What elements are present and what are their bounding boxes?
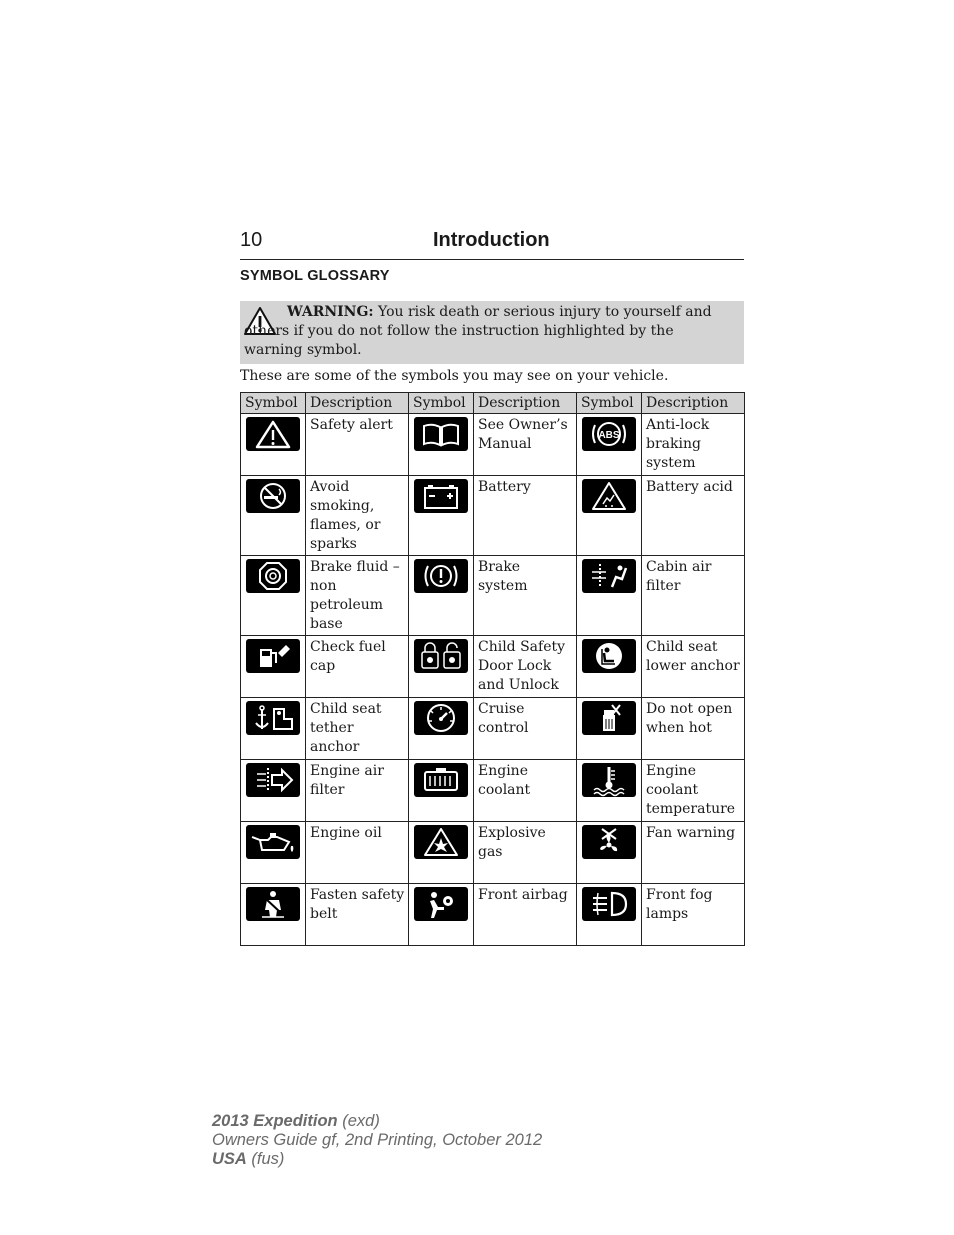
- symbol-description: Front airbag: [474, 884, 577, 946]
- footer-line-1: [212, 1112, 542, 1131]
- symbol-description: Child seat lower anchor: [642, 636, 745, 698]
- abs-icon-text: ABS: [598, 430, 620, 441]
- table-row: [241, 760, 745, 822]
- symbol-description: See Owner’s Manual: [474, 414, 577, 476]
- child-seat-anchor-icon: [582, 639, 636, 673]
- table-row: [241, 822, 745, 884]
- symbol-description: Brake system: [474, 556, 577, 636]
- engine-oil-icon: [246, 825, 300, 859]
- symbol-description: Explosive gas: [474, 822, 577, 884]
- safety-alert-icon: [246, 417, 300, 451]
- symbol-description: Anti-lock braking system: [642, 414, 745, 476]
- brake-fluid-icon: [246, 559, 300, 593]
- symbol-description: Do not open when hot: [642, 698, 745, 760]
- fog-lamps-icon: [582, 887, 636, 921]
- footer-line-3: [212, 1150, 542, 1169]
- cruise-control-icon: [414, 701, 468, 735]
- do-not-open-hot-icon: [582, 701, 636, 735]
- explosive-gas-icon: [414, 825, 468, 859]
- symbol-description: Battery acid: [642, 476, 745, 556]
- column-header: Symbol: [577, 393, 642, 414]
- symbol-description: Avoid smoking, flames, or sparks: [306, 476, 409, 556]
- owners-manual-icon: [414, 417, 468, 451]
- front-airbag-icon: [414, 887, 468, 921]
- battery-icon: [414, 479, 468, 513]
- column-header: Description: [306, 393, 409, 414]
- abs-icon: [582, 417, 636, 451]
- symbol-description: Engine oil: [306, 822, 409, 884]
- page-footer: [212, 1112, 542, 1169]
- symbol-description: Engine air filter: [306, 760, 409, 822]
- cabin-air-filter-icon: [582, 559, 636, 593]
- table-row: [241, 414, 745, 476]
- column-header: Description: [642, 393, 745, 414]
- engine-air-filter-icon: [246, 763, 300, 797]
- coolant-temperature-icon: [582, 763, 636, 797]
- footer-model-code: (exd): [337, 1112, 380, 1130]
- symbol-description: Brake fluid – non petroleum base: [306, 556, 409, 636]
- symbol-description: Fasten safety belt: [306, 884, 409, 946]
- symbol-description: Child seat tether anchor: [306, 698, 409, 760]
- warning-box: [240, 301, 744, 364]
- intro-text: These are some of the symbols you may see on your vehicle.: [240, 368, 669, 384]
- table-row: [241, 636, 745, 698]
- engine-coolant-icon: [414, 763, 468, 797]
- symbol-description: Engine coolant temperature: [642, 760, 745, 822]
- column-header: Symbol: [241, 393, 306, 414]
- no-smoking-icon: [246, 479, 300, 513]
- battery-acid-icon: [582, 479, 636, 513]
- symbol-description: Cruise control: [474, 698, 577, 760]
- column-header: Symbol: [409, 393, 474, 414]
- footer-market: USA: [212, 1150, 247, 1168]
- page-header: [240, 229, 744, 260]
- footer-model: 2013 Expedition: [212, 1112, 338, 1130]
- table-row: [241, 556, 745, 636]
- table-header-row: [241, 393, 745, 414]
- symbol-description: Cabin air filter: [642, 556, 745, 636]
- symbol-description: Check fuel cap: [306, 636, 409, 698]
- symbol-description: Fan warning: [642, 822, 745, 884]
- footer-line-2: Owners Guide gf, 2nd Printing, October 2012: [212, 1131, 543, 1149]
- symbol-description: Engine coolant: [474, 760, 577, 822]
- warning-body: You risk death or serious injury to yourself and others if you do not follow the instruction highlighted by the warning symbol.: [244, 304, 712, 358]
- chapter-title: Introduction: [433, 229, 550, 251]
- page-number: 10: [240, 229, 263, 251]
- table-row: [241, 476, 745, 556]
- check-fuel-cap-icon: [246, 639, 300, 673]
- tether-anchor-icon: [246, 701, 300, 735]
- symbol-description: Front fog lamps: [642, 884, 745, 946]
- section-title: SYMBOL GLOSSARY: [240, 268, 390, 284]
- symbol-description: Safety alert: [306, 414, 409, 476]
- brake-system-icon: [414, 559, 468, 593]
- column-header: Description: [474, 393, 577, 414]
- footer-market-code: (fus): [246, 1150, 285, 1168]
- symbol-glossary-table: [240, 392, 745, 946]
- warning-text: [244, 303, 734, 360]
- table-row: [241, 884, 745, 946]
- child-lock-icon: [414, 639, 468, 673]
- symbol-description: Battery: [474, 476, 577, 556]
- symbol-description: Child Safety Door Lock and Unlock: [474, 636, 577, 698]
- fan-warning-icon: [582, 825, 636, 859]
- seat-belt-icon: [246, 887, 300, 921]
- table-row: [241, 698, 745, 760]
- warning-label: WARNING:: [287, 304, 374, 320]
